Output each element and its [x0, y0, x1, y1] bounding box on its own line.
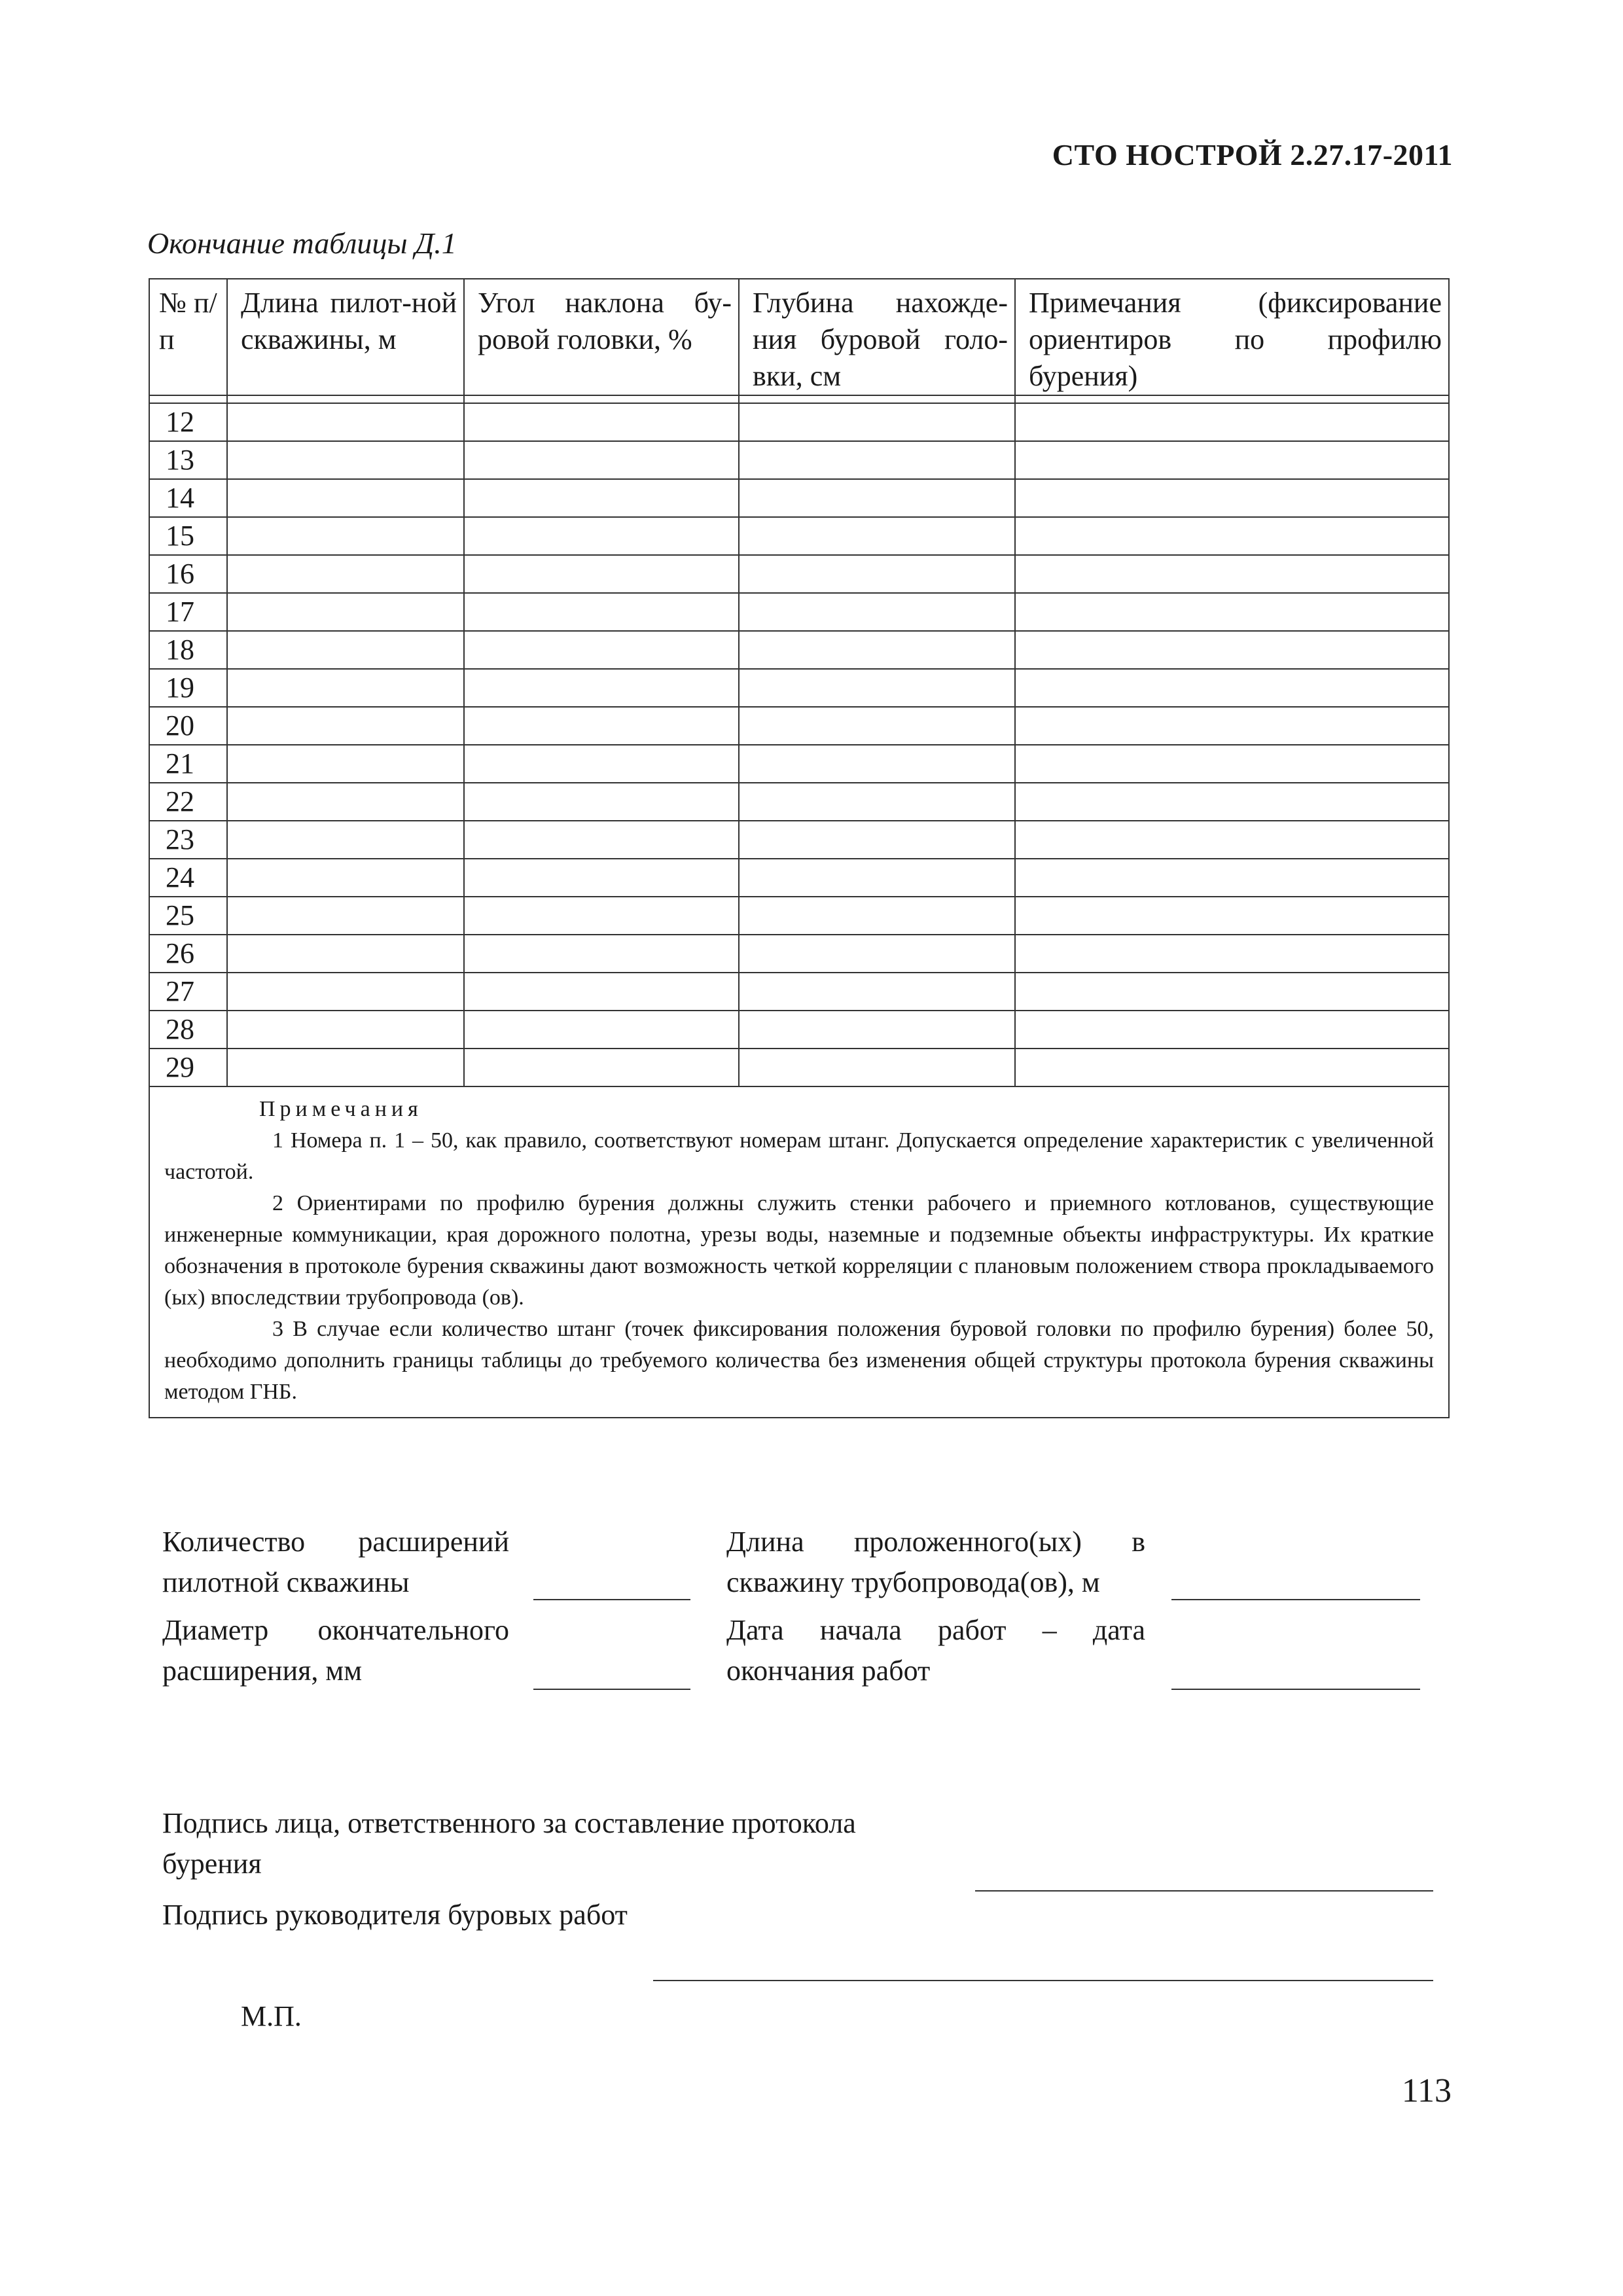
table-notes [149, 1086, 1449, 1418]
head-angle-cell[interactable] [464, 897, 739, 935]
table-row [149, 859, 1449, 897]
notes-cell[interactable] [1015, 859, 1449, 897]
head-depth-cell[interactable] [739, 669, 1015, 707]
table-row [149, 631, 1449, 669]
head-angle-cell[interactable] [464, 479, 739, 517]
notes-cell[interactable] [1015, 745, 1449, 783]
table-row [149, 593, 1449, 631]
table-row [149, 479, 1449, 517]
row-number: 27 [149, 973, 227, 1011]
head-depth-cell[interactable] [739, 897, 1015, 935]
pilot-length-cell[interactable] [227, 403, 464, 441]
pilot-length-cell[interactable] [227, 441, 464, 479]
head-angle-cell[interactable] [464, 631, 739, 669]
row-number: 29 [149, 1049, 227, 1086]
head-angle-cell[interactable] [464, 783, 739, 821]
pilot-length-cell[interactable] [227, 897, 464, 935]
notes-cell[interactable] [1015, 631, 1449, 669]
row-number: 21 [149, 745, 227, 783]
pilot-length-cell[interactable] [227, 669, 464, 707]
table-row [149, 935, 1449, 973]
table-row [149, 403, 1449, 441]
row-number: 17 [149, 593, 227, 631]
work-dates-line[interactable] [1171, 1689, 1420, 1690]
notes-cell[interactable] [1015, 555, 1449, 593]
row-number: 26 [149, 935, 227, 973]
notes-cell[interactable] [1015, 403, 1449, 441]
table-row [149, 517, 1449, 555]
notes-cell[interactable] [1015, 669, 1449, 707]
col-header-head-angle: Угол наклона бу-ровой головки, % [464, 279, 739, 395]
head-angle-cell[interactable] [464, 859, 739, 897]
head-depth-cell[interactable] [739, 783, 1015, 821]
pilot-length-cell[interactable] [227, 935, 464, 973]
row-number: 18 [149, 631, 227, 669]
head-depth-cell[interactable] [739, 441, 1015, 479]
notes-cell[interactable] [1015, 479, 1449, 517]
supervisor-signature-label: Подпись руководителя буровых работ [162, 1899, 628, 1931]
pilot-length-cell[interactable] [227, 973, 464, 1011]
head-angle-cell[interactable] [464, 1049, 739, 1086]
col-header-number: № п/п [149, 279, 227, 395]
pilot-length-cell[interactable] [227, 707, 464, 745]
table-row [149, 707, 1449, 745]
table-row [149, 745, 1449, 783]
pilot-length-cell[interactable] [227, 517, 464, 555]
notes-cell[interactable] [1015, 935, 1449, 973]
row-number: 22 [149, 783, 227, 821]
head-depth-cell[interactable] [739, 517, 1015, 555]
table-row [149, 973, 1449, 1011]
pilot-length-cell[interactable] [227, 821, 464, 859]
notes-cell[interactable] [1015, 973, 1449, 1011]
col-header-pilot-length: Длина пилот-ной скважины, м [227, 279, 464, 395]
row-number: 28 [149, 1011, 227, 1049]
head-angle-cell[interactable] [464, 1011, 739, 1049]
head-angle-cell[interactable] [464, 821, 739, 859]
pipeline-length-line[interactable] [1171, 1599, 1420, 1600]
row-number: 20 [149, 707, 227, 745]
head-angle-cell[interactable] [464, 973, 739, 1011]
pilot-length-cell[interactable] [227, 479, 464, 517]
head-depth-cell[interactable] [739, 821, 1015, 859]
row-number: 14 [149, 479, 227, 517]
pipeline-length-label: Длина проложенного(ых) в скважину трубопровода(ов), м [726, 1526, 1145, 1598]
pilot-length-cell[interactable] [227, 631, 464, 669]
notes-cell[interactable] [1015, 1049, 1449, 1086]
table-row [149, 783, 1449, 821]
work-dates-label: Дата начала работ – дата окончания работ [726, 1614, 1145, 1687]
head-depth-cell[interactable] [739, 1011, 1015, 1049]
head-angle-cell[interactable] [464, 441, 739, 479]
table-row [149, 441, 1449, 479]
note-item: 2 Ориентирами по профилю бурения должны служить стенки рабочего и приемного котлованов, существующие инженерные коммуникации, края дорожного полотна, урезы воды, наземные и подземные объекты инфраструктуры. Их краткие обозначения в протоколе бурения скважины дают возможность четкой корреляции с плановым положением створа прокладываемого (ых) впоследствии трубопровода (ов). [164, 1191, 1434, 1310]
head-depth-cell[interactable] [739, 555, 1015, 593]
page-number: 113 [1401, 2072, 1452, 2109]
row-number: 23 [149, 821, 227, 859]
pilot-length-cell[interactable] [227, 555, 464, 593]
responsible-signature-line[interactable] [975, 1890, 1433, 1892]
row-number: 13 [149, 441, 227, 479]
notes-cell[interactable] [1015, 897, 1449, 935]
head-angle-cell[interactable] [464, 745, 739, 783]
final-diameter-label: Диаметр окончательного расширения, мм [162, 1614, 509, 1687]
col-header-notes: Примечания (фиксирование ориентиров по профилю бурения) [1015, 279, 1449, 395]
head-angle-cell[interactable] [464, 403, 739, 441]
notes-cell[interactable] [1015, 1011, 1449, 1049]
head-angle-cell[interactable] [464, 707, 739, 745]
notes-cell[interactable] [1015, 821, 1449, 859]
pilot-length-cell[interactable] [227, 1049, 464, 1086]
head-depth-cell[interactable] [739, 707, 1015, 745]
row-number: 12 [149, 403, 227, 441]
drilling-protocol-table [149, 278, 1450, 1418]
col-header-head-depth: Глубина нахожде-ния буровой голо-вки, см [739, 279, 1015, 395]
notes-cell[interactable] [1015, 517, 1449, 555]
notes-cell[interactable] [1015, 441, 1449, 479]
pilot-length-cell[interactable] [227, 783, 464, 821]
note-item: 3 В случае если количество штанг (точек фиксирования положения буровой головки по профилю бурения) более 50, необходимо дополнить границы таблицы до требуемого количества без изменения общей структуры протокола бурения скважины методом ГНБ. [164, 1317, 1434, 1404]
head-angle-cell[interactable] [464, 555, 739, 593]
head-depth-cell[interactable] [739, 1049, 1015, 1086]
head-depth-cell[interactable] [739, 973, 1015, 1011]
table-row [149, 1011, 1449, 1049]
head-depth-cell[interactable] [739, 479, 1015, 517]
responsible-signature-label: Подпись лица, ответственного за составление протокола бурения [162, 1807, 856, 1880]
row-number: 16 [149, 555, 227, 593]
head-depth-cell[interactable] [739, 745, 1015, 783]
notes-title: Примечания [259, 1097, 423, 1121]
head-angle-cell[interactable] [464, 935, 739, 973]
row-number: 24 [149, 859, 227, 897]
head-depth-cell[interactable] [739, 403, 1015, 441]
pilot-length-cell[interactable] [227, 745, 464, 783]
row-number: 15 [149, 517, 227, 555]
head-depth-cell[interactable] [739, 859, 1015, 897]
row-number: 19 [149, 669, 227, 707]
head-depth-cell[interactable] [739, 631, 1015, 669]
table-row [149, 821, 1449, 859]
table-caption: Окончание таблицы Д.1 [147, 226, 457, 260]
stamp-place: М.П. [241, 2000, 302, 2032]
supervisor-signature-line[interactable] [653, 1980, 1433, 1981]
table-row [149, 1049, 1449, 1086]
head-depth-cell[interactable] [739, 593, 1015, 631]
table-row [149, 555, 1449, 593]
head-angle-cell[interactable] [464, 669, 739, 707]
head-angle-cell[interactable] [464, 593, 739, 631]
pilot-length-cell[interactable] [227, 593, 464, 631]
expansions-count-line[interactable] [533, 1599, 690, 1600]
expansions-count-label: Количество расширений пилотной скважины [162, 1526, 509, 1598]
notes-cell[interactable] [1015, 783, 1449, 821]
final-diameter-line[interactable] [533, 1689, 690, 1690]
pilot-length-cell[interactable] [227, 859, 464, 897]
notes-cell[interactable] [1015, 707, 1449, 745]
note-item: 1 Номера п. 1 – 50, как правило, соответствуют номерам штанг. Допускается определение характеристик с увеличенной частотой. [164, 1128, 1434, 1184]
pilot-length-cell[interactable] [227, 1011, 464, 1049]
table-row [149, 669, 1449, 707]
notes-cell[interactable] [1015, 593, 1449, 631]
row-number: 25 [149, 897, 227, 935]
head-angle-cell[interactable] [464, 517, 739, 555]
head-depth-cell[interactable] [739, 935, 1015, 973]
document-code: СТО НОСТРОЙ 2.27.17-2011 [1052, 138, 1453, 171]
table-row [149, 897, 1449, 935]
